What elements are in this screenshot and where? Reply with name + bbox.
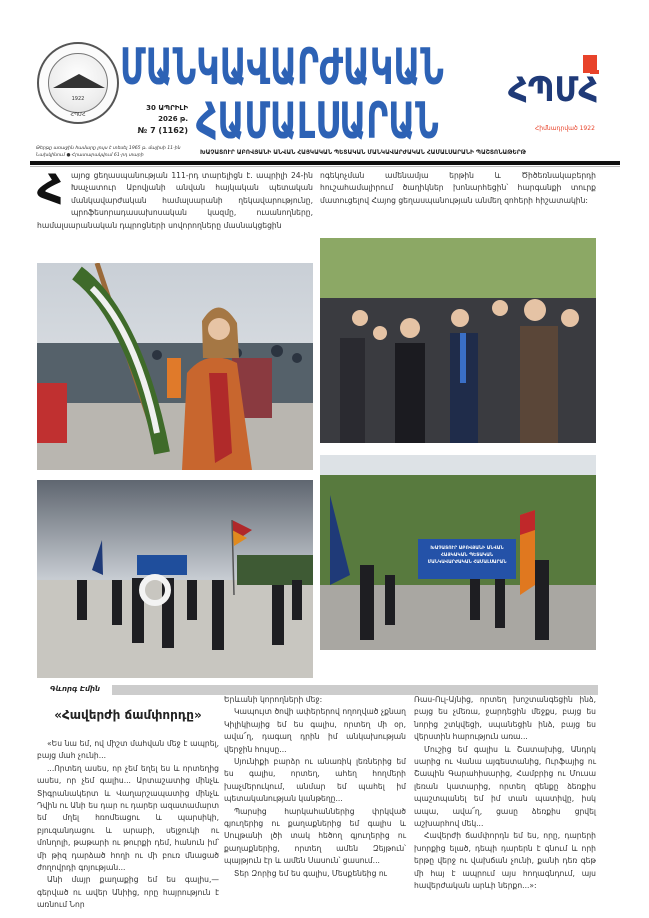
article-column-1 — [37, 738, 219, 912]
photo-banner-march — [320, 455, 596, 650]
paragraph: «Ես նա եմ, ով միշտ մահվան մեջ է ապրել, բայց մահ չունի... — [37, 739, 219, 761]
masthead-subtitle: ԽԱՉԱՏՈՒՐ ԱԲՈՎՅԱՆԻ ԱՆՎԱՆ ՀԱՅԿԱԿԱՆ ՊԵՏԱԿԱՆ ՄԱՆԿԱՎԱՐԺԱԿԱՆ ՀԱՄԱԼՍԱՐԱՆԻ ՊԱՇՏՈՆԱԹԵՐԹ — [200, 149, 526, 156]
university-logo-text: ՀՊՄՀ — [508, 70, 599, 110]
photo-wreath-woman — [37, 263, 313, 470]
registration-line1: Թերթը առաջին համարը լույս է տեսել 1965 թ. մայիսի 11-ին — [36, 146, 181, 151]
march-banner-text: ԽԱՉԱՏՈՒՐ ԱԲՈՎՅԱՆԻ ԱՆՎԱՆ ՀԱՅԿԱԿԱՆ ՊԵՏԱԿԱՆ ՄԱՆԿԱՎԱՐԺԱԿԱՆ ՀԱՄԱԼՍԱՐԱՆ — [418, 539, 516, 579]
founded-label: Հիմնադրված 1922 — [535, 125, 595, 132]
seal-abbr: ՀՊՄՀ — [70, 112, 86, 118]
article-author: Գևորգ Էմին — [50, 685, 100, 693]
issue-number: № 7 (1162) — [137, 126, 188, 135]
paragraph: Տեր Զորից եմ ես գալիս, Մեսքենեից ու — [234, 868, 387, 878]
masthead-title-line1: ՄԱՆԿԱՎԱՐԺԱԿԱՆ — [120, 38, 444, 96]
paragraph: ...Որտեղ ասես, որ չեմ եղել ես և որտեղից ասես, որ չեմ գալիս... Արտաշատից մինչև Տիգրանակերտ և Վաղարշապատից մինչև Դվին ու Անի ես դար ու դարեր ազատամարտ եմ մղել հռոմեացու և պարսիկի, բյուզանդացու և արաբի, սելջուկի ու մոնղոլի, թաթարի ու թուրքի դեմ, հանուն իմ՝ մի թիզ դարձած հողի ու մի բուռ մնացած ժողովրդի գոյության... — [37, 763, 219, 873]
paragraph: Կապույտ ծովի ափերերով ողողված չքնաղ Կիլիկիայից եմ ես գալիս, որտեղ մի օր, ավա՜ղ, դագաղ դրին իմ անկախության վերջին հույսը... — [224, 707, 406, 754]
paragraph: Մուշից եմ գալիս և Շատախից, Անդրկ սարից ու Վանա այգեստանից, Ուրֆայից ու Շապին Գարահիսարից, Համբրից ու Մուսա լեռան կատարից, որտեղ զենքը ձեռքիս պաշտպանել եմ իմ տան պատիվը, իսկ ապա, ավա՜ղ, ցասը ձեռքիս ցրվել աշխարհով մեկ... — [414, 744, 596, 829]
lead-text-left — [37, 167, 313, 232]
lead-text-left-body: այոց ցեղասպանության 111-րդ տարելիցն է. ապրիլի 24-ին Խաչատուր Աբովյանի անվան հայկական պետական մանկավարժական համալսարանի ղեկավարությունը, պրոֆեսորադասախոսական կազմը, ուսանողները, համալսարանական դպրոցների սովորողները մասնակցեցին — [37, 171, 313, 230]
article-title: «Հավերժի ճամփորդը» — [54, 708, 202, 722]
paragraph: Անի մայր քաղաքից եմ ես գալիս,— գերված ու ավեր Անիից, որը հայրություն է առնում Նոր — [37, 875, 219, 910]
masthead-divider — [30, 161, 620, 165]
university-seal-logo — [37, 42, 119, 124]
issue-date-year: 2026 թ. — [158, 115, 188, 123]
paragraph: Երևանի կորողների մեջ: — [224, 695, 323, 704]
seal-year: 1922 — [71, 96, 85, 102]
article-column-2 — [224, 694, 406, 880]
masthead-title-line2: ՀԱՄԱԼՍԱՐԱՆ — [196, 92, 439, 150]
lead-text-right: ոգեկոչման ամենամյա երթին և Ծիծեռնակաբերդի հուշահամալիրում ծաղիկներ խոնարհեցին՝ հարգանքի տուրք մատուցելով Հայոց ցեղասպանության անմեղ զոհերի հիշատակին: — [320, 171, 596, 205]
photo-crowd — [320, 238, 596, 443]
photo-march-wreath — [37, 480, 313, 678]
drop-cap: Հ — [37, 167, 64, 213]
paragraph: Պարսից հարկահաններից փրկված գյուղերից ու քաղաքներից եմ գալիս և Սուլթանի լծի տակ հեծող գյուղերից ու քաղաքներից, որտեղ ամեն Զեյթուն՝ պայթյուն էր և ամեն Սասուն՝ ցասում... — [224, 806, 406, 866]
issue-date-block — [130, 103, 188, 136]
masthead-divider-shadow — [30, 166, 620, 167]
paragraph: Ռաս-Ուլ-Այնից, որտեղ խոշտանգեցին ինձ, բայց ես չմեռա, ջարդեցին մեջքս, բայց ես նորից շտկվեցի, սպանեցին ինձ, բայց ես վերստին հարություն առա... — [414, 695, 596, 742]
paragraph: Հավերժի ճամփորդն եմ ես, որը, դարերի խորքից ելած, դեպի դարերն է գնում և որի երթը վերջ ու վախճան չունի, քանի դեռ գեթ մի հայ է ապրում այս հողագնդում, այս հավերժական արևի ներքո...»: — [414, 831, 596, 891]
article-column-3 — [414, 694, 596, 893]
registration-line2: Նախկինում ● Հրատարակվում 61-րդ տարի — [36, 153, 144, 158]
issue-date-day: 30 ԱՊՐԻԼԻ — [146, 104, 188, 112]
registration-info — [36, 145, 196, 159]
paragraph: Սյունիքի բարձր ու անառիկ լեռներից եմ ես գալիս, որտեղ, ահեղ հողմերի խաչմերուկում, անմար եմ պահել իմ պետականության կանթեղը... — [224, 757, 406, 804]
